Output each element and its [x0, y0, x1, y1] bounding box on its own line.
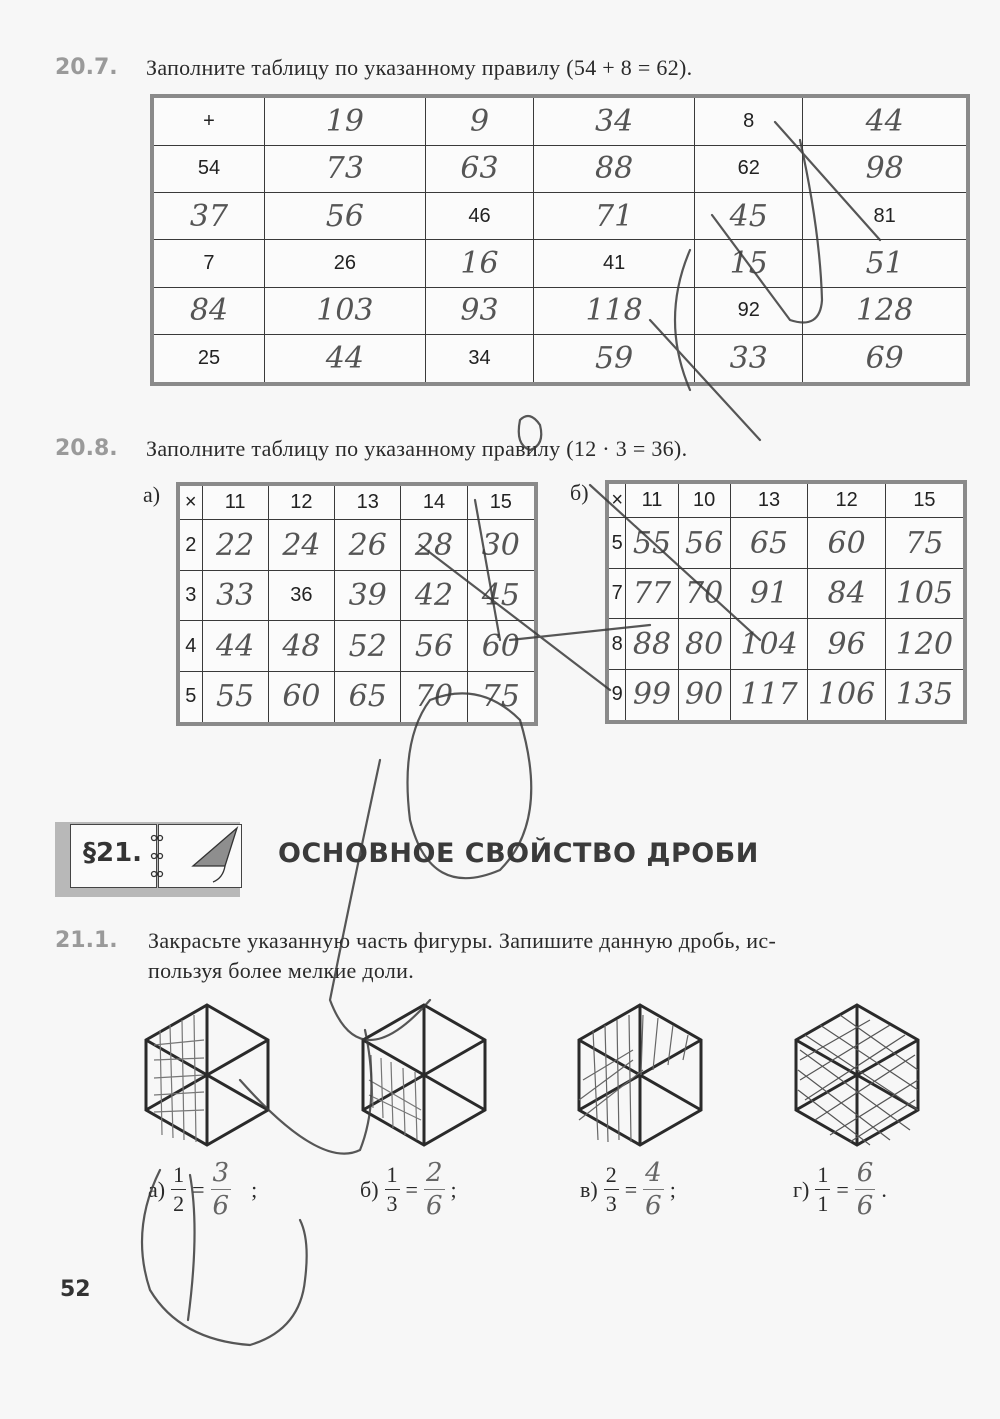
table-cell[interactable]: 39: [335, 570, 401, 621]
equals-sign: =: [624, 1176, 638, 1202]
table-cell[interactable]: 45: [467, 570, 536, 621]
table-cell[interactable]: 33: [695, 335, 803, 384]
hexagon-figure-v: [573, 1000, 708, 1150]
header-cell: 14: [401, 484, 467, 520]
table-cell: 81: [803, 193, 968, 240]
header-cell: 4: [178, 621, 202, 672]
fraction-answer-b: [360, 1160, 457, 1219]
answer-denominator[interactable]: 6: [856, 1191, 874, 1221]
table-cell[interactable]: 63: [425, 145, 533, 192]
answer-numerator[interactable]: 2: [425, 1158, 443, 1188]
table-cell[interactable]: 120: [885, 619, 965, 670]
table-cell[interactable]: 96: [808, 619, 886, 670]
table-cell[interactable]: 16: [425, 240, 533, 287]
notebook-rings-icon: [150, 832, 164, 880]
answer-numerator[interactable]: 3: [212, 1158, 230, 1188]
table-cell[interactable]: 33: [202, 570, 268, 621]
table-row: [152, 145, 968, 192]
table-cell[interactable]: 80: [678, 619, 730, 670]
table-row: [607, 619, 965, 670]
table-cell[interactable]: 70: [401, 671, 467, 724]
table-row: [178, 621, 536, 672]
table-cell[interactable]: 70: [678, 568, 730, 619]
answer-denominator[interactable]: 6: [425, 1191, 443, 1221]
header-cell[interactable]: 84: [152, 287, 264, 334]
table-cell[interactable]: 65: [335, 671, 401, 724]
denominator: 3: [605, 1191, 617, 1216]
table-cell[interactable]: 77: [626, 568, 678, 619]
table-row: [178, 520, 536, 571]
table-cell[interactable]: 65: [730, 518, 808, 569]
table-cell[interactable]: 42: [401, 570, 467, 621]
header-cell: 12: [808, 482, 886, 518]
header-cell: 15: [467, 484, 536, 520]
section-title: ОСНОВНОЕ СВОЙСТВО ДРОБИ: [278, 838, 759, 869]
table-cell[interactable]: 135: [885, 669, 965, 722]
table-cell[interactable]: 28: [401, 520, 467, 571]
denominator: 3: [386, 1191, 398, 1216]
header-cell: 25: [152, 335, 264, 384]
hexagon-figure-g: [790, 1000, 925, 1150]
table-cell[interactable]: 71: [534, 193, 695, 240]
table-cell[interactable]: 118: [534, 287, 695, 334]
table-cell[interactable]: 104: [730, 619, 808, 670]
table-cell[interactable]: 93: [425, 287, 533, 334]
table-cell[interactable]: 26: [335, 520, 401, 571]
table-cell[interactable]: 88: [626, 619, 678, 670]
table-cell: 34: [425, 335, 533, 384]
table-cell[interactable]: 105: [885, 568, 965, 619]
header-cell: 2: [178, 520, 202, 571]
table-cell: 62: [695, 145, 803, 192]
table-cell[interactable]: 88: [534, 145, 695, 192]
table-cell[interactable]: 59: [534, 335, 695, 384]
fraction-answer-a: [148, 1160, 257, 1219]
exercise-number: 20.8.: [55, 436, 118, 461]
table-row: [178, 570, 536, 621]
table-cell: 26: [264, 240, 425, 287]
table-cell[interactable]: 52: [335, 621, 401, 672]
numerator: 1: [386, 1162, 398, 1187]
answer-denominator[interactable]: 6: [645, 1191, 662, 1221]
table-row: [152, 193, 968, 240]
table-cell[interactable]: 55: [202, 671, 268, 724]
table-cell[interactable]: 103: [264, 287, 425, 334]
table-cell[interactable]: 106: [808, 669, 886, 722]
header-cell: 3: [178, 570, 202, 621]
page-number: 52: [60, 1277, 91, 1302]
header-cell: 15: [885, 482, 965, 518]
table-cell[interactable]: 60: [268, 671, 334, 724]
table-cell[interactable]: 56: [401, 621, 467, 672]
table-cell[interactable]: 22: [202, 520, 268, 571]
punctuation: ;: [450, 1176, 457, 1202]
answer-numerator[interactable]: 6: [856, 1158, 874, 1188]
multiplication-table-a: [176, 482, 538, 726]
header-cell: 8: [607, 619, 626, 670]
section-number: §21.: [83, 838, 143, 868]
header-cell[interactable]: 34: [534, 96, 695, 145]
table-row: [178, 484, 536, 520]
multiplication-table-b: [605, 480, 967, 724]
exercise-number: 21.1.: [55, 928, 118, 953]
table-cell[interactable]: 98: [803, 145, 968, 192]
table-cell[interactable]: 44: [202, 621, 268, 672]
table-cell[interactable]: 56: [264, 193, 425, 240]
table-cell[interactable]: 73: [264, 145, 425, 192]
table-row: [607, 568, 965, 619]
page-curl-icon: [185, 826, 241, 886]
header-cell: 11: [626, 482, 678, 518]
exercise-instruction: Заполните таблицу по указанному правилу (54 + 8 = 62).: [146, 55, 693, 80]
table-row: [607, 482, 965, 518]
table-cell[interactable]: 60: [467, 621, 536, 672]
table-b-label: б): [570, 480, 589, 505]
table-row: [178, 671, 536, 724]
table-cell[interactable]: 51: [803, 240, 968, 287]
item-label: г): [793, 1176, 810, 1202]
header-cell: 54: [152, 145, 264, 192]
punctuation: ;: [669, 1176, 676, 1202]
exercise-number: 20.7.: [55, 55, 118, 80]
equals-sign: =: [405, 1176, 418, 1202]
table-cell[interactable]: 117: [730, 669, 808, 722]
header-cell: 5: [178, 671, 202, 724]
header-cell: 13: [335, 484, 401, 520]
exercise-instruction-line1: Закрасьте указанную часть фигуры. Запишите данную дробь, ис-: [148, 928, 777, 953]
fraction-answer-v: [580, 1160, 676, 1219]
header-cell[interactable]: 19: [264, 96, 425, 145]
table-row: [607, 669, 965, 722]
table-cell[interactable]: 56: [678, 518, 730, 569]
numerator: 1: [173, 1162, 185, 1187]
header-cell: ×: [178, 484, 202, 520]
header-cell: 8: [695, 96, 803, 145]
header-cell: 7: [152, 240, 264, 287]
header-cell: 12: [268, 484, 334, 520]
table-row: [607, 518, 965, 569]
header-cell: 11: [202, 484, 268, 520]
table-cell[interactable]: 75: [467, 671, 536, 724]
table-cell[interactable]: 45: [695, 193, 803, 240]
equals-sign: =: [836, 1176, 849, 1202]
table-row: [152, 96, 968, 145]
table-cell[interactable]: 60: [808, 518, 886, 569]
denominator: 1: [817, 1191, 829, 1216]
header-cell: 13: [730, 482, 808, 518]
header-cell[interactable]: 9: [425, 96, 533, 145]
numerator: 1: [817, 1162, 829, 1187]
table-cell[interactable]: 90: [678, 669, 730, 722]
table-cell[interactable]: 24: [268, 520, 334, 571]
header-cell: +: [152, 96, 264, 145]
table-cell[interactable]: 44: [264, 335, 425, 384]
table-cell[interactable]: 30: [467, 520, 536, 571]
punctuation: .: [881, 1176, 887, 1202]
header-cell[interactable]: 44: [803, 96, 968, 145]
denominator: 2: [173, 1191, 185, 1216]
equals-sign: =: [192, 1176, 205, 1202]
header-cell: 9: [607, 669, 626, 722]
punctuation: ;: [251, 1176, 258, 1202]
exercise-instruction-line2: пользуя более мелкие доли.: [148, 958, 415, 983]
table-a-label: а): [143, 482, 161, 507]
table-cell[interactable]: 69: [803, 335, 968, 384]
header-cell: 10: [678, 482, 730, 518]
table-row: [152, 240, 968, 287]
item-label: б): [360, 1176, 379, 1202]
answer-denominator[interactable]: 6: [212, 1191, 230, 1221]
table-cell[interactable]: 99: [626, 669, 678, 722]
hexagon-figure-a: [140, 1000, 275, 1150]
section-badge: [55, 822, 240, 897]
table-cell[interactable]: 48: [268, 621, 334, 672]
fraction-answer-g: [793, 1160, 887, 1219]
table-row: [152, 287, 968, 334]
item-label: в): [580, 1176, 598, 1202]
table-cell: 92: [695, 287, 803, 334]
header-cell: 7: [607, 568, 626, 619]
table-cell[interactable]: 84: [808, 568, 886, 619]
exercise-instruction: Заполните таблицу по указанному правилу (12 · 3 = 36).: [146, 436, 688, 461]
header-cell: 5: [607, 518, 626, 569]
numerator: 2: [605, 1162, 617, 1187]
table-cell: 36: [268, 570, 334, 621]
table-cell: 46: [425, 193, 533, 240]
hexagon-figure-b: [357, 1000, 492, 1150]
table-row: [152, 335, 968, 384]
header-cell[interactable]: 37: [152, 193, 264, 240]
table-cell[interactable]: 75: [885, 518, 965, 569]
table-cell[interactable]: 15: [695, 240, 803, 287]
item-label: а): [148, 1176, 166, 1202]
header-cell: ×: [607, 482, 626, 518]
table-cell: 41: [534, 240, 695, 287]
answer-numerator[interactable]: 4: [645, 1158, 662, 1188]
table-cell[interactable]: 55: [626, 518, 678, 569]
addition-table: [150, 94, 970, 386]
table-cell[interactable]: 91: [730, 568, 808, 619]
table-cell[interactable]: 128: [803, 287, 968, 334]
